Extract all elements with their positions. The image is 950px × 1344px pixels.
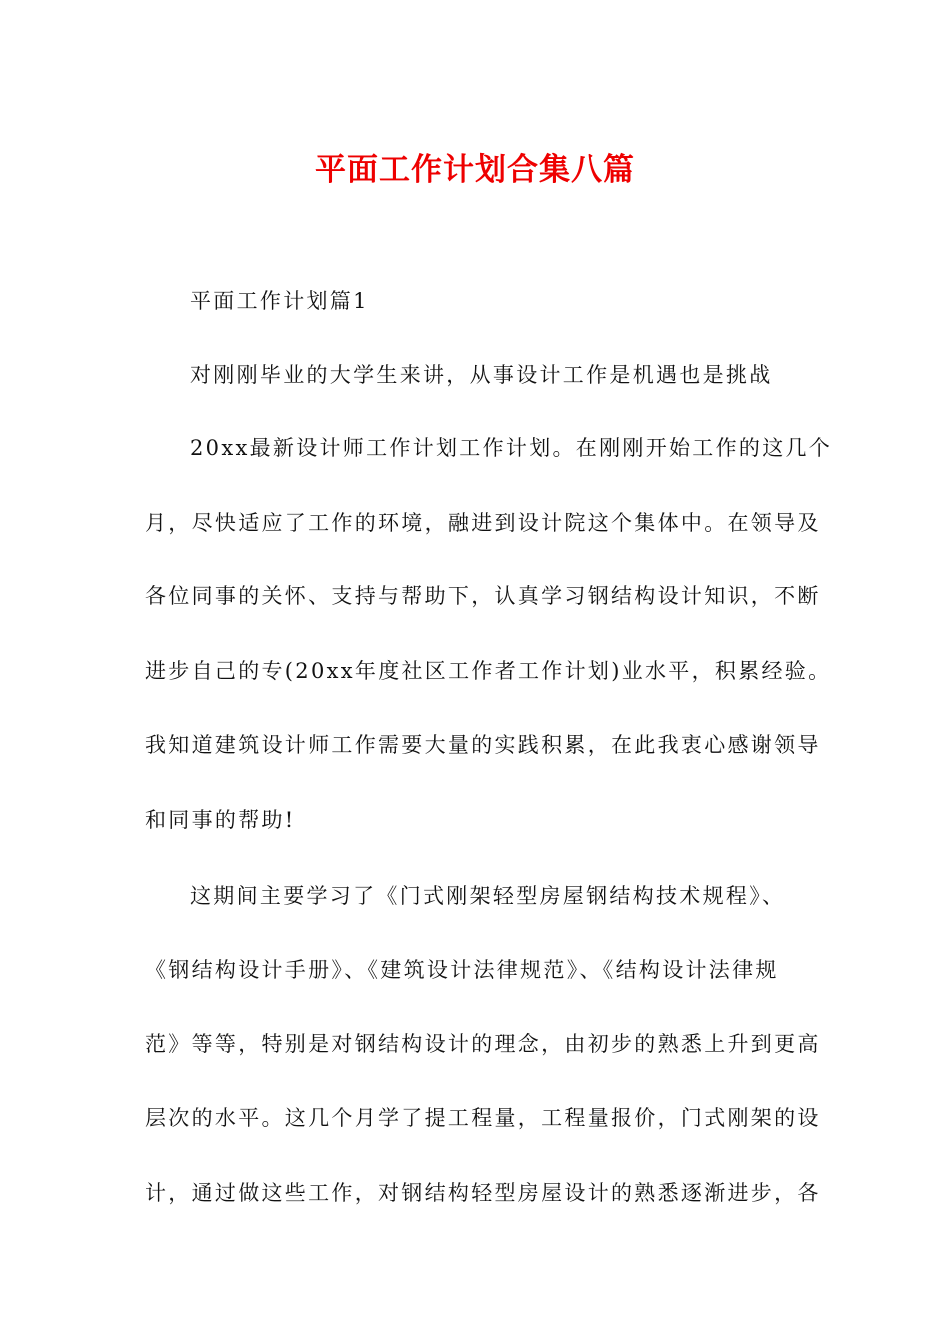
- paragraph-line: 20xx最新设计师工作计划工作计划。在刚刚开始工作的这几个: [190, 436, 833, 460]
- paragraph-line: 和同事的帮助!: [145, 808, 296, 832]
- paragraph-line: 进步自己的专(20xx年度社区工作者工作计划)业水平，积累经验。: [145, 659, 832, 683]
- paragraph-line: 层次的水平。这几个月学了提工程量，工程量报价，门式刚架的设: [145, 1106, 821, 1130]
- paragraph-line: 月，尽快适应了工作的环境，融进到设计院这个集体中。在领导及: [145, 511, 821, 535]
- paragraph-line: 我知道建筑设计师工作需要大量的实践积累，在此我衷心感谢领导: [145, 733, 821, 757]
- paragraph-line: 范》等等，特别是对钢结构设计的理念，由初步的熟悉上升到更高: [145, 1032, 821, 1056]
- paragraph-line: 计，通过做这些工作，对钢结构轻型房屋设计的熟悉逐渐进步，各: [145, 1181, 821, 1205]
- paragraph-line: 对刚刚毕业的大学生来讲，从事设计工作是机遇也是挑战: [190, 363, 773, 387]
- paragraph-line: 《钢结构设计手册》、《建筑设计法律规范》、《结构设计法律规: [145, 958, 779, 982]
- document-title: 平面工作计划合集八篇: [315, 152, 635, 188]
- paragraph-line: 各位同事的关怀、支持与帮助下，认真学习钢结构设计知识，不断: [145, 584, 821, 608]
- paragraph-line: 这期间主要学习了《门式刚架轻型房屋钢结构技术规程》、: [190, 884, 786, 908]
- section-heading: 平面工作计划篇1: [190, 289, 369, 313]
